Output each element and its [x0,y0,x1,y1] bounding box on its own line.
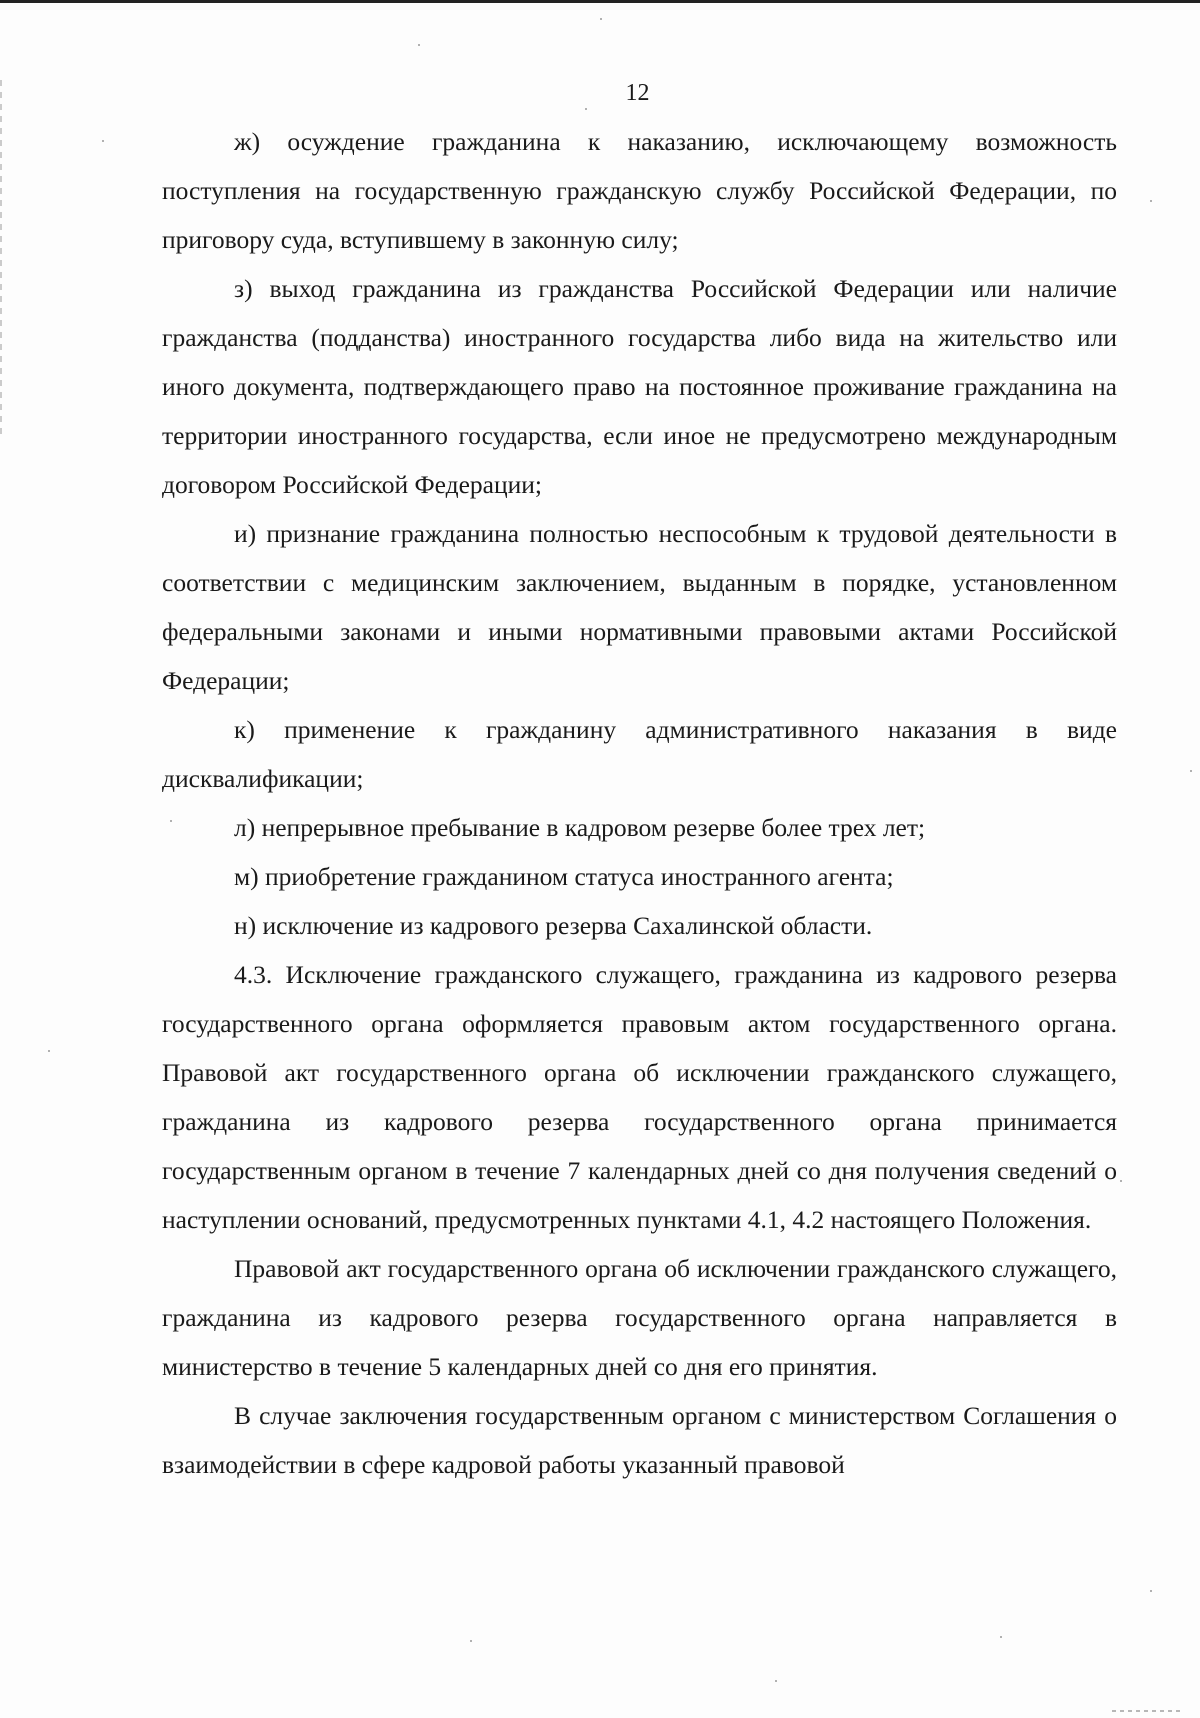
paragraph-m: м) приобретение гражданином статуса иностранного агента; [234,862,894,891]
paragraph-4-3: 4.3. Исключение гражданского служащего, гражданина из кадрового резерва государственного органа оформляется правовым актом государственного органа. Правовой акт государственного органа об исключении гражданского служащего, гражданина из кадрового резерва государственного органа принимается государственным органом в течение 7 календарных дней со дня получения сведений о наступлении оснований, предусмотренных пунктами 4.1, 4.2 настоящего Положения. [162,960,1117,1234]
paragraph-n: н) исключение из кадрового резерва Сахалинской области. [234,911,873,940]
paragraph-z: з) выход гражданина из гражданства Российской Федерации или наличие гражданства (подданства) иностранного государства либо вида на жительство или иного документа, подтверждающего право на постоянное проживание гражданина на территории иностранного государства, если иное не предусмотрено международным договором Российской Федерации; [162,274,1117,499]
scan-speck [1190,770,1192,772]
scan-edge-mark [0,80,2,440]
paragraph-i: и) признание гражданина полностью неспособным к трудовой деятельности в соответствии с медицинским заключением, выданным в порядке, установленном федеральными законами и иными нормативными правовыми актами Российской Федерации; [162,519,1117,695]
scan-speck [600,18,602,20]
bottom-edge-mark [1112,1710,1182,1712]
scan-speck [470,1640,472,1642]
paragraph-k: к) применение к гражданину административного наказания в виде дисквалификации; [162,715,1117,793]
page-number: 12 [625,80,650,106]
document-body [162,117,1117,1489]
scan-speck [585,108,587,110]
paragraph-legal-act: Правовой акт государственного органа об исключении гражданского служащего, гражданина из кадрового резерва государственного органа направляется в министерство в течение 5 календарных дней со дня его принятия. [162,1254,1117,1381]
top-border-line [0,0,1200,3]
scan-speck [1150,1590,1152,1592]
scan-speck [170,820,172,822]
scan-speck [775,1680,777,1682]
scan-speck [418,44,420,46]
paragraph-agreement: В случае заключения государственным органом с министерством Соглашения о взаимодействии в сфере кадровой работы указанный правовой [162,1401,1117,1479]
scan-speck [1120,1180,1122,1182]
scan-speck [102,140,104,142]
paragraph-zh: ж) осуждение гражданина к наказанию, исключающему возможность поступления на государственную гражданскую службу Российской Федерации, по приговору суда, вступившему в законную силу; [162,127,1117,254]
paragraph-l: л) непрерывное пребывание в кадровом резерве более трех лет; [234,813,926,842]
scan-speck [48,1050,50,1052]
scan-speck [1000,1636,1002,1638]
scan-speck [1150,200,1152,202]
